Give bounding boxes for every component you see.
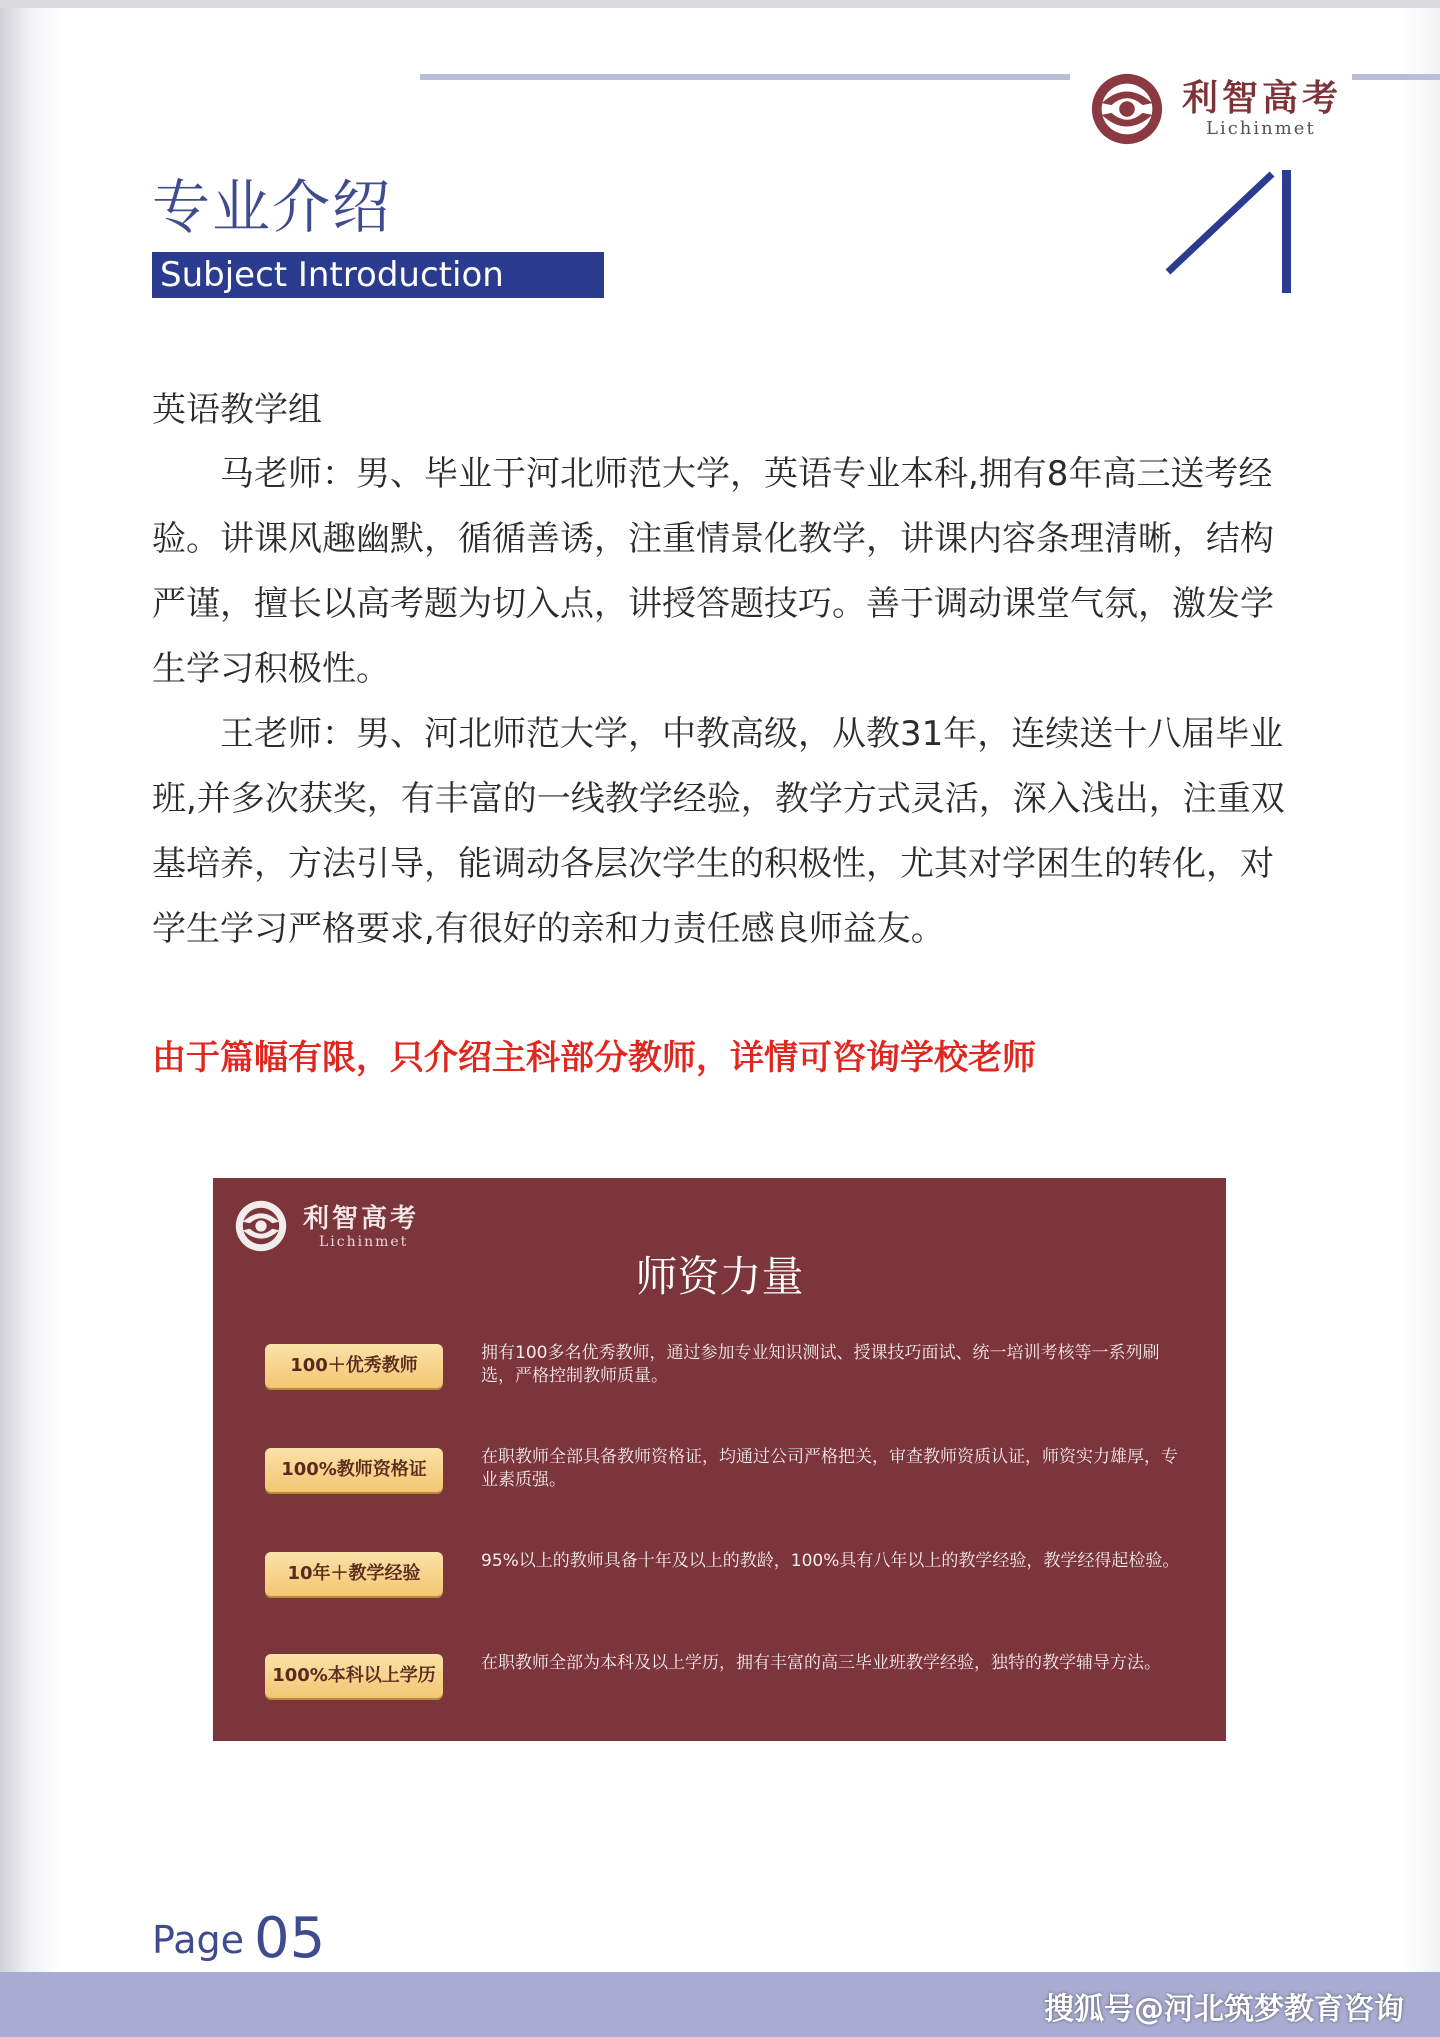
faculty-description: 在职教师全部具备教师资格证，均通过公司严格把关，审查教师资质认证，师资实力雄厚，专业素质强。 bbox=[481, 1447, 1178, 1490]
faculty-row bbox=[213, 1448, 1226, 1518]
faculty-badge: 100%本科以上学历 bbox=[265, 1654, 443, 1698]
faculty-panel bbox=[213, 1178, 1226, 1741]
page-word: Page bbox=[152, 1918, 244, 1962]
panel-brand-name: 利智高考 bbox=[303, 1204, 420, 1234]
faculty-badge: 10年＋教学经验 bbox=[265, 1552, 443, 1596]
decorative-slash bbox=[1160, 170, 1290, 280]
panel-brand-subtitle: Lichinmet bbox=[319, 1234, 409, 1250]
teacher-paragraph-wang: 王老师：男、河北师范大学，中教高级，从教31年，连续送十八届毕业班,并多次获奖，有丰富的一线教学经验，教学方式灵活，深入浅出，注重双基培养，方法引导，能调动各层次学生的积极性，尤其对学困生的转化，对学生学习严格要求,有很好的亲和力责任感良师益友。 bbox=[152, 714, 1285, 949]
brand-logo-icon bbox=[1088, 70, 1166, 148]
brand-header bbox=[1088, 66, 1348, 156]
top-strip bbox=[0, 0, 1440, 8]
faculty-row bbox=[213, 1552, 1226, 1622]
content-body bbox=[152, 378, 1292, 962]
brand-subtitle: Lichinmet bbox=[1206, 118, 1316, 139]
faculty-row bbox=[213, 1654, 1226, 1724]
panel-title: 师资力量 bbox=[635, 1252, 804, 1301]
subtitle-text: Subject Introduction bbox=[160, 255, 504, 295]
group-title: 英语教学组 bbox=[152, 390, 322, 430]
section-title: 专业介绍 bbox=[152, 173, 393, 241]
subtitle-bar bbox=[152, 252, 604, 298]
faculty-badge: 100＋优秀教师 bbox=[265, 1344, 443, 1388]
page-number bbox=[152, 1906, 325, 1971]
top-rule-right bbox=[1352, 74, 1440, 80]
faculty-row bbox=[213, 1344, 1226, 1414]
faculty-description: 95%以上的教师具备十年及以上的教龄，100%具有八年以上的教学经验，教学经得起检验。 bbox=[481, 1551, 1180, 1571]
faculty-description: 在职教师全部为本科及以上学历，拥有丰富的高三毕业班教学经验，独特的教学辅导方法。 bbox=[481, 1653, 1161, 1673]
notice-text: 由于篇幅有限，只介绍主科部分教师，详情可咨询学校老师 bbox=[152, 1038, 1036, 1078]
teacher-paragraph-ma: 马老师：男、毕业于河北师范大学，英语专业本科,拥有8年高三送考经验。讲课风趣幽默，循循善诱，注重情景化教学，讲课内容条理清晰，结构严谨，擅长以高考题为切入点，讲授答题技巧。善于调动课堂气氛，激发学生学习积极性。 bbox=[152, 454, 1274, 689]
decorative-vertical-bar bbox=[1282, 170, 1291, 293]
page-number-value: 05 bbox=[254, 1906, 326, 1971]
watermark: 搜狐号@河北筑梦教育咨询 bbox=[1044, 1992, 1404, 2027]
faculty-description: 拥有100多名优秀教师，通过参加专业知识测试、授课技巧面试、统一培训考核等一系列刷选，严格控制教师质量。 bbox=[481, 1343, 1160, 1386]
top-rule bbox=[420, 74, 1070, 80]
brand-name: 利智高考 bbox=[1182, 77, 1343, 119]
faculty-badge: 100%教师资格证 bbox=[265, 1448, 443, 1492]
